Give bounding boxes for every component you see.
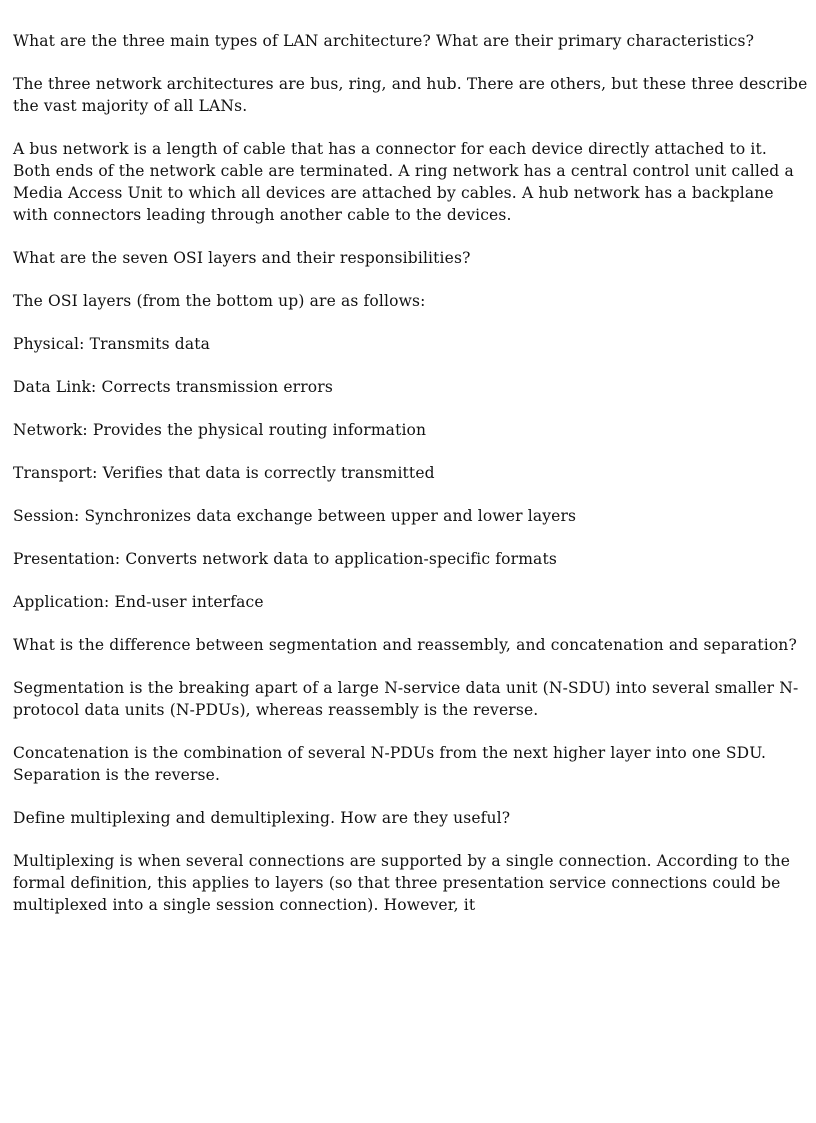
osi-layer-application: Application: End-user interface xyxy=(13,593,264,611)
answer-osi-intro: The OSI layers (from the bottom up) are as follows: xyxy=(13,292,426,310)
question-lan-architecture: What are the three main types of LAN architecture? What are their primary characteristics? xyxy=(13,32,755,50)
question-multiplexing: Define multiplexing and demultiplexing. How are they useful? xyxy=(13,809,511,827)
osi-layer-data-link: Data Link: Corrects transmission errors xyxy=(13,378,333,396)
answer-lan-architecture-summary: The three network architectures are bus, ring, and hub. There are others, but these three describe the vast majority of all LANs. xyxy=(13,75,808,115)
answer-segmentation: Segmentation is the breaking apart of a large N-service data unit (N-SDU) into several smaller N-protocol data units (N-PDUs), whereas reassembly is the reverse. xyxy=(13,679,799,719)
osi-layer-session: Session: Synchronizes data exchange between upper and lower layers xyxy=(13,507,577,525)
answer-lan-architecture-detail: A bus network is a length of cable that has a connector for each device directly attached to it. Both ends of the network cable are terminated. A ring network has a central control unit called a Media Access Unit to which all devices are attached by cables. A hub network has a backplane with connectors leading through another cable to the devices. xyxy=(13,140,794,224)
osi-layer-transport: Transport: Verifies that data is correctly transmitted xyxy=(13,464,435,482)
answer-concatenation: Concatenation is the combination of several N-PDUs from the next higher layer into one SDU. Separation is the reverse. xyxy=(13,744,767,784)
question-osi-layers: What are the seven OSI layers and their responsibilities? xyxy=(13,249,471,267)
osi-layer-presentation: Presentation: Converts network data to application-specific formats xyxy=(13,550,557,568)
osi-layer-physical: Physical: Transmits data xyxy=(13,335,211,353)
question-segmentation: What is the difference between segmentation and reassembly, and concatenation and separation? xyxy=(13,636,797,654)
osi-layer-network: Network: Provides the physical routing information xyxy=(13,421,427,439)
document-body xyxy=(13,30,809,937)
answer-multiplexing: Multiplexing is when several connections are supported by a single connection. According to the formal definition, this applies to layers (so that three presentation service connections could be multiplexed into a single session connection). However, it xyxy=(13,852,791,914)
